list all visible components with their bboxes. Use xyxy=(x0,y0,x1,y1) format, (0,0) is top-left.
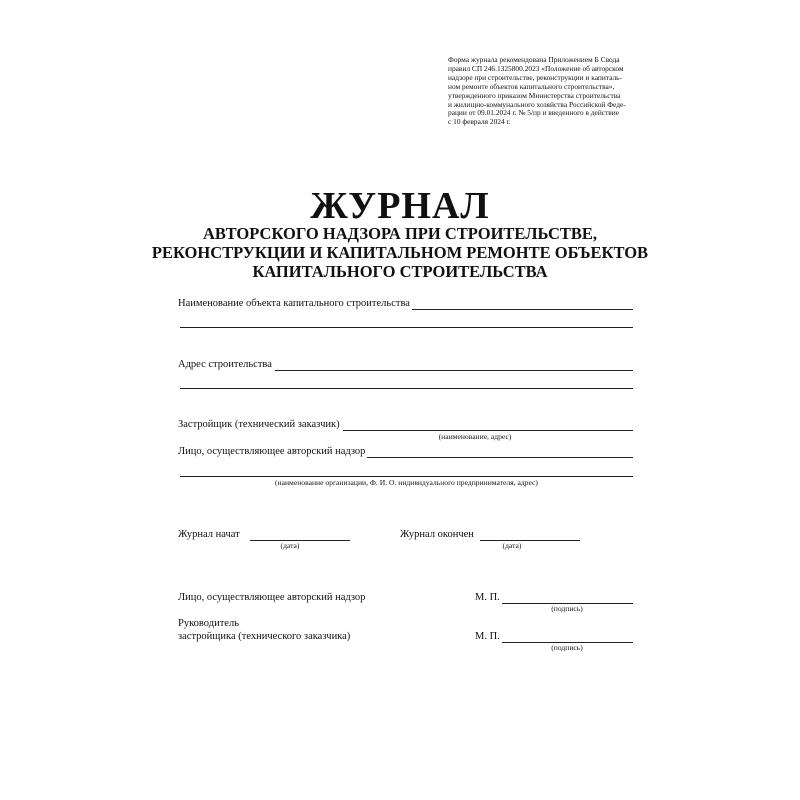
address-label: Адрес строительства xyxy=(178,359,272,370)
document-subtitle xyxy=(0,224,800,281)
stamp-label: М. П. xyxy=(475,631,500,642)
object-name-field-continued[interactable] xyxy=(180,327,633,328)
subtitle-line: АВТОРСКОГО НАДЗОРА ПРИ СТРОИТЕЛЬСТВЕ, xyxy=(202,224,598,243)
subtitle-line: КАПИТАЛЬНОГО СТРОИТЕЛЬСТВА xyxy=(252,262,548,281)
note-line: надзоре при строительстве, реконструкции и капиталь- xyxy=(448,72,622,82)
head-label-line1: Руководитель xyxy=(178,618,239,629)
note-line: ном ремонте объектов капитального строительства», xyxy=(448,81,615,91)
object-name-label: Наименование объекта капитального строительства xyxy=(178,298,410,309)
document-title: ЖУРНАЛ xyxy=(310,185,490,227)
developer-field[interactable] xyxy=(343,430,633,431)
subtitle-line: РЕКОНСТРУКЦИИ И КАПИТАЛЬНОМ РЕМОНТЕ ОБЪЕКТОВ xyxy=(151,243,649,262)
signature-caption: (подпись) xyxy=(551,643,583,652)
note-line: правил СП 246.1325800.2023 «Положение об авторском xyxy=(448,63,624,73)
stamp-label: М. П. xyxy=(475,592,500,603)
developer-caption: (наименование, адрес) xyxy=(438,432,512,441)
developer-label: Застройщик (технический заказчик) xyxy=(178,419,340,430)
supervisor-field-continued[interactable] xyxy=(180,476,633,477)
supervisor-label: Лицо, осуществляющее авторский надзор xyxy=(178,446,366,457)
journal-started-label: Журнал начат xyxy=(178,529,240,540)
address-field-continued[interactable] xyxy=(180,388,633,389)
journal-finished-label: Журнал окончен xyxy=(400,529,474,540)
note-line: Форма журнала рекомендована Приложением Б Свода xyxy=(448,55,620,64)
note-line: утвержденного приказом Министерства строительства xyxy=(448,90,621,100)
journal-finished-caption: (дата) xyxy=(502,541,522,550)
signature-caption: (подпись) xyxy=(551,604,583,613)
note-line: рации от 09.01.2024 г. № 5/пр и введенного в действие xyxy=(448,108,620,118)
object-name-field[interactable] xyxy=(412,309,633,310)
note-line: с 10 февраля 2024 г. xyxy=(448,117,511,127)
supervisor-caption: (наименование организации, Ф. И. О. индивидуального предпринимателя, адрес) xyxy=(275,478,538,487)
note-line: и жилищно-коммунального хозяйства Российской Феде- xyxy=(448,99,626,109)
regulation-note xyxy=(448,56,636,127)
journal-started-caption: (дата) xyxy=(280,541,300,550)
head-label-line2: застройщика (технического заказчика) xyxy=(178,631,351,642)
address-field[interactable] xyxy=(275,370,633,371)
sign-supervisor-label: Лицо, осуществляющее авторский надзор xyxy=(178,592,366,603)
supervisor-field[interactable] xyxy=(367,457,633,458)
